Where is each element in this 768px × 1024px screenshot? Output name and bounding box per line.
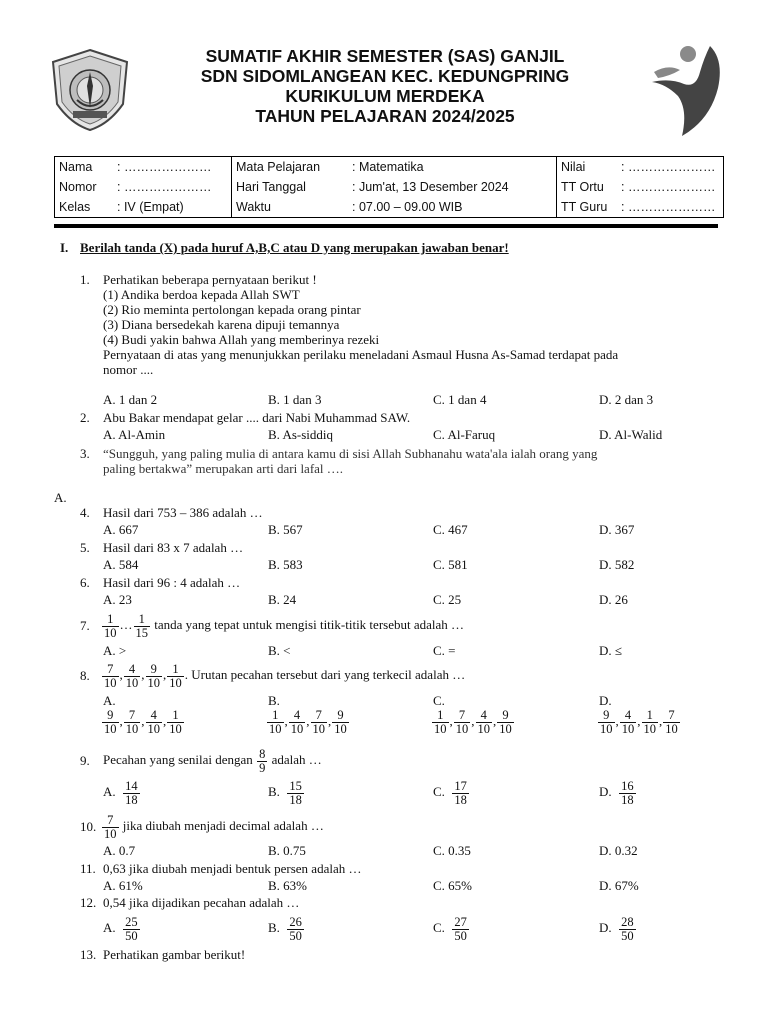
- option-b[interactable]: B. $\frac{26}{50}$: [268, 914, 302, 943]
- option-a[interactable]: $\frac{9}{10}$ , $\frac{7}{10}$ , $\frac{4}{10}$ , $\frac{1}{10}$: [104, 708, 182, 736]
- option-c[interactable]: C. 25: [433, 592, 462, 607]
- ortu-label: TT Ortu: [557, 177, 618, 197]
- option-b-label[interactable]: B.: [268, 693, 280, 708]
- option-b[interactable]: B. 63%: [268, 878, 307, 893]
- hari-label: Hari Tanggal: [232, 177, 349, 197]
- question-number: 8.: [80, 668, 90, 683]
- option-b[interactable]: B. 583: [268, 557, 303, 572]
- option-a[interactable]: A. 667: [103, 522, 139, 537]
- statement-4: (4) Budi yakin bahwa Allah yang memberinya rezeki: [103, 332, 380, 347]
- header-line-1: SUMATIF AKHIR SEMESTER (SAS) GANJIL: [205, 46, 565, 66]
- option-a[interactable]: A. $\frac{25}{50}$: [103, 914, 138, 943]
- hari-value: : Jum'at, 13 Desember 2024: [352, 180, 509, 194]
- header-line-3: KURIKULUM MERDEKA: [285, 86, 485, 106]
- question-stem: 0,63 jika diubah menjadi bentuk persen adalah …: [103, 861, 362, 876]
- question-number: 13.: [80, 947, 97, 962]
- option-c[interactable]: C. $\frac{17}{18}$: [433, 778, 467, 807]
- option-c[interactable]: C. 0.35: [433, 843, 471, 858]
- statement-3: (3) Diana bersedekah karena dipuji temannya: [103, 317, 340, 332]
- option-b[interactable]: B. 1 dan 3: [268, 392, 322, 407]
- question-stem: $\frac{1}{10}$ … $\frac{1}{15}$ tanda yang tepat untuk mengisi titik-titik tersebut adalah …: [104, 611, 465, 640]
- option-d[interactable]: D. 582: [599, 557, 635, 572]
- question-stem: Perhatikan gambar berikut!: [103, 947, 246, 962]
- waktu-label: Waktu: [232, 197, 349, 218]
- stray-option-label: A.: [54, 490, 67, 505]
- nama-field[interactable]: : …………………: [113, 157, 232, 178]
- option-b[interactable]: B. 0.75: [268, 843, 306, 858]
- option-c[interactable]: C. $\frac{27}{50}$: [433, 914, 467, 943]
- option-c-label[interactable]: C.: [433, 693, 445, 708]
- student-identity-table: [54, 156, 724, 218]
- option-b[interactable]: B. 24: [268, 592, 297, 607]
- nomor-label: Nomor: [55, 177, 114, 197]
- kelas-value: : IV (Empat): [113, 197, 232, 218]
- question-number: 12.: [80, 895, 97, 910]
- nilai-field[interactable]: : …………………: [617, 157, 724, 178]
- option-b[interactable]: B. <: [268, 643, 291, 658]
- option-d-label[interactable]: D.: [599, 693, 612, 708]
- regency-emblem-logo: [49, 48, 131, 132]
- waktu-value: : 07.00 – 09.00 WIB: [348, 197, 557, 218]
- fraction: $\frac{1}{15}$: [135, 611, 148, 640]
- question-stem: $\frac{7}{10}$ , $\frac{4}{10}$ , $\frac{9}{10}$ , $\frac{1}{10}$ . Urutan pecahan tersebut dari yang terkecil adalah …: [104, 661, 466, 690]
- question-number: 10.: [80, 819, 97, 834]
- ortu-field[interactable]: : …………………: [617, 177, 724, 197]
- option-b[interactable]: B. As-siddiq: [268, 427, 334, 442]
- nomor-field[interactable]: : …………………: [117, 180, 212, 194]
- question-stem: Perhatikan beberapa pernyataan berikut !: [103, 272, 317, 287]
- question-number: 3.: [80, 446, 90, 461]
- question-stem: Hasil dari 96 : 4 adalah …: [103, 575, 241, 590]
- option-c[interactable]: C. 65%: [433, 878, 472, 893]
- option-d[interactable]: D. 0.32: [599, 843, 638, 858]
- guru-field[interactable]: : …………………: [617, 197, 724, 218]
- question-number: 11.: [80, 861, 96, 876]
- option-c[interactable]: C. 581: [433, 557, 468, 572]
- question-number: 4.: [80, 505, 90, 520]
- option-a[interactable]: A. >: [103, 643, 127, 658]
- option-d[interactable]: D. Al-Walid: [599, 427, 663, 442]
- option-d[interactable]: D. 67%: [599, 878, 639, 893]
- school-mascot-logo: [648, 42, 724, 138]
- option-c[interactable]: C. 467: [433, 522, 468, 537]
- question-number: 1.: [80, 272, 90, 287]
- question-stem: Hasil dari 83 x 7 adalah …: [103, 540, 244, 555]
- option-a[interactable]: A. Al-Amin: [103, 427, 166, 442]
- option-d[interactable]: D. 2 dan 3: [599, 392, 654, 407]
- question-stem: Hasil dari 753 – 386 adalah …: [103, 505, 263, 520]
- statement-1: (1) Andika berdoa kepada Allah SWT: [103, 287, 300, 302]
- question-tail-line-2: nomor ....: [103, 362, 154, 377]
- section-number: I.: [60, 240, 69, 255]
- option-d[interactable]: D. $\frac{28}{50}$: [599, 914, 634, 943]
- option-a[interactable]: A. $\frac{14}{18}$: [103, 778, 138, 807]
- question-stem: Pecahan yang senilai dengan $\frac{8}{9}$ adalah …: [103, 746, 322, 775]
- option-c[interactable]: C. =: [433, 643, 456, 658]
- question-stem: $\frac{7}{10}$ jika diubah menjadi decimal adalah …: [104, 812, 324, 841]
- header-divider: [54, 224, 718, 228]
- option-a[interactable]: A. 23: [103, 592, 132, 607]
- mapel-value: : Matematika: [348, 157, 557, 178]
- option-a-label[interactable]: A.: [103, 693, 116, 708]
- kelas-label: Kelas: [55, 197, 114, 218]
- question-number: 6.: [80, 575, 90, 590]
- option-c[interactable]: $\frac{1}{10}$ , $\frac{7}{10}$ , $\frac{4}{10}$ , $\frac{9}{10}$: [434, 708, 512, 736]
- question-number: 7.: [80, 618, 90, 633]
- section-instruction: Berilah tanda (X) pada huruf A,B,C atau D yang merupakan jawaban benar!: [80, 240, 509, 255]
- option-a[interactable]: A. 584: [103, 557, 139, 572]
- header-line-4: TAHUN PELAJARAN 2024/2025: [255, 106, 515, 126]
- question-stem: Abu Bakar mendapat gelar .... dari Nabi Muhammad SAW.: [103, 410, 411, 425]
- exam-header-title: [130, 46, 640, 126]
- option-d[interactable]: D. ≤: [599, 643, 623, 658]
- option-a[interactable]: A. 61%: [103, 878, 143, 893]
- header-line-2: SDN SIDOMLANGEAN KEC. KEDUNGPRING: [200, 66, 570, 86]
- option-a[interactable]: A. 0.7: [103, 843, 136, 858]
- option-d[interactable]: D. 26: [599, 592, 628, 607]
- fraction: $\frac{1}{10}$: [104, 611, 117, 640]
- question-tail-line-1: Pernyataan di atas yang menunjukkan perilaku meneladani Asmaul Husna As-Samad terdapat pada: [103, 347, 619, 362]
- nama-label: Nama: [55, 157, 114, 178]
- option-a[interactable]: A. 1 dan 2: [103, 392, 158, 407]
- question-number: 5.: [80, 540, 90, 555]
- guru-label: TT Guru: [557, 197, 618, 218]
- option-b[interactable]: $\frac{1}{10}$ , $\frac{4}{10}$ , $\frac{7}{10}$ , $\frac{9}{10}$: [269, 708, 347, 736]
- question-number: 2.: [80, 410, 90, 425]
- question-stem: 0,54 jika dijadikan pecahan adalah …: [103, 895, 300, 910]
- option-c[interactable]: C. Al-Faruq: [433, 427, 496, 442]
- option-c[interactable]: C. 1 dan 4: [433, 392, 487, 407]
- question-stem-line-1: “Sungguh, yang paling mulia di antara kamu di sisi Allah Subhanahu wata'ala ialah orang yang: [103, 446, 598, 461]
- option-d[interactable]: D. 367: [599, 522, 635, 537]
- statement-2: (2) Rio meminta pertolongan kepada orang pintar: [103, 302, 361, 317]
- option-d[interactable]: D. $\frac{16}{18}$: [599, 778, 634, 807]
- option-b[interactable]: B. 567: [268, 522, 303, 537]
- question-stem-line-2: paling bertakwa” merupakan arti dari lafal ….: [103, 461, 344, 476]
- option-d[interactable]: $\frac{9}{10}$ , $\frac{4}{10}$ , $\frac{1}{10}$ , $\frac{7}{10}$: [600, 708, 678, 736]
- question-number: 9.: [80, 753, 90, 768]
- option-b[interactable]: B. $\frac{15}{18}$: [268, 778, 302, 807]
- mapel-label: Mata Pelajaran: [232, 157, 349, 178]
- nilai-label: Nilai: [557, 157, 618, 178]
